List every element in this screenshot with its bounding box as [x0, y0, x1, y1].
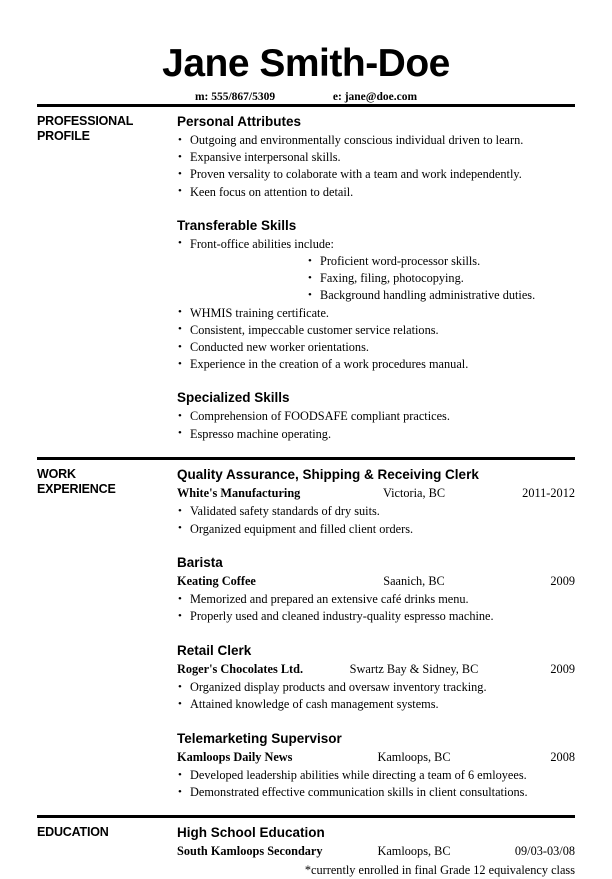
- list-item: • Memorized and prepared an extensive café drinks menu.: [177, 591, 575, 608]
- employer-name: Keating Coffee: [177, 573, 256, 588]
- school-location: Kamloops, BC: [377, 844, 451, 859]
- list-item: • Comprehension of FOODSAFE compliant practices.: [177, 408, 575, 425]
- job-meta-row: [177, 661, 575, 679]
- job-title: Quality Assurance, Shipping & Receiving Clerk: [177, 466, 479, 482]
- school-name: South Kamloops Secondary: [177, 844, 323, 859]
- job-location: Kamloops, BC: [377, 749, 451, 764]
- education-title: High School Education: [177, 825, 325, 841]
- section-label-work: [37, 464, 177, 497]
- list-item: • Demonstrated effective communication skills in client consultations.: [177, 784, 575, 801]
- list-item: • Consistent, impeccable customer service relations.: [177, 322, 575, 339]
- subheading: Personal Attributes: [177, 114, 302, 129]
- job-location: Saanich, BC: [383, 573, 445, 588]
- section-label-education: [37, 822, 177, 840]
- section-label-profile: [37, 111, 177, 144]
- job-title: Barista: [177, 554, 223, 570]
- list-item: • Background handling administrative duties.: [307, 287, 575, 304]
- section-label-line-2: PROFILE: [37, 129, 90, 143]
- bullet-list: [177, 767, 575, 801]
- subheading: Specialized Skills: [177, 390, 290, 406]
- group-transferable-skills: [177, 217, 575, 374]
- bullet-list: [177, 408, 575, 442]
- list-item: • Properly used and cleaned industry-quality espresso machine.: [177, 608, 575, 625]
- section-work-experience: [37, 460, 575, 816]
- list-item: • Conducted new worker orientations.: [177, 339, 575, 356]
- job-entry: [177, 554, 575, 626]
- education-dates: 09/03-03/08: [514, 844, 575, 859]
- candidate-name: Jane Smith-Doe: [162, 42, 450, 85]
- resume-header: [37, 0, 575, 104]
- bullet-list: [177, 591, 575, 625]
- list-item: • Front-office abilities include:: [177, 236, 575, 253]
- list-item: • Expansive interpersonal skills.: [177, 149, 575, 166]
- job-meta-row: [177, 749, 575, 767]
- list-item: • Attained knowledge of cash management systems.: [177, 696, 575, 713]
- job-dates: 2008: [550, 749, 575, 764]
- job-dates: 2009: [550, 573, 575, 588]
- bullet-list: [177, 679, 575, 713]
- list-item: • Faxing, filing, photocopying.: [307, 270, 575, 287]
- list-item: • Keen focus on attention to detail.: [177, 184, 575, 201]
- bullet-list: [177, 503, 575, 537]
- group-specialized-skills: [177, 389, 575, 442]
- job-entry: [177, 730, 575, 802]
- list-item: • Espresso machine operating.: [177, 426, 575, 443]
- section-body-profile: [177, 111, 575, 443]
- employer-name: Kamloops Daily News: [177, 749, 293, 764]
- bullet-list: [177, 132, 575, 201]
- section-professional-profile: [37, 107, 575, 457]
- employer-name: Roger's Chocolates Ltd.: [177, 661, 304, 676]
- job-title: Telemarketing Supervisor: [177, 730, 342, 746]
- list-item: • Organized display products and oversaw inventory tracking.: [177, 679, 575, 696]
- job-dates: 2011-2012: [522, 485, 575, 500]
- group-personal-attributes: [177, 113, 575, 201]
- subheading: Transferable Skills: [177, 217, 297, 233]
- list-item: • Outgoing and environmentally conscious individual driven to learn.: [177, 132, 575, 149]
- section-education: [37, 818, 575, 879]
- employer-name: White's Manufacturing: [177, 485, 301, 500]
- education-note: *currently enrolled in final Grade 12 equivalency class: [304, 862, 575, 877]
- bullet-list: [177, 305, 575, 374]
- job-meta-row: [177, 485, 575, 503]
- section-body-work: [177, 464, 575, 802]
- section-body-education: [177, 822, 575, 879]
- nested-bullet-list: [177, 253, 575, 305]
- section-label-line-1: WORK: [37, 466, 76, 481]
- phone-number: m: 555/867/5309: [194, 91, 276, 103]
- contact-line: [37, 90, 575, 104]
- list-item: • Validated safety standards of dry suits.: [177, 503, 575, 520]
- list-item: • Proven versality to colaborate with a team and work independently.: [177, 166, 575, 183]
- education-entry: [177, 824, 575, 879]
- list-item: • Experience in the creation of a work procedures manual.: [177, 356, 575, 373]
- section-label-line-2: EXPERIENCE: [37, 481, 116, 496]
- list-item: • Developed leadership abilities while directing a team of 6 emloyees.: [177, 767, 575, 784]
- section-label-line-1: PROFESSIONAL: [37, 114, 134, 128]
- list-item: • WHMIS training certificate.: [177, 305, 575, 322]
- job-dates: 2009: [550, 661, 575, 676]
- job-location: Victoria, BC: [382, 485, 446, 500]
- list-item: • Proficient word-processor skills.: [307, 253, 575, 270]
- list-item: • Organized equipment and filled client orders.: [177, 521, 575, 538]
- bullet-list: [177, 236, 575, 253]
- section-label-line-1: EDUCATION: [37, 825, 109, 840]
- job-meta-row: [177, 573, 575, 591]
- job-entry: [177, 466, 575, 538]
- job-location: Swartz Bay & Sidney, BC: [349, 661, 479, 676]
- job-title: Retail Clerk: [177, 642, 252, 658]
- education-meta-row: [177, 843, 575, 861]
- job-entry: [177, 642, 575, 714]
- email-address: e: jane@doe.com: [332, 91, 418, 103]
